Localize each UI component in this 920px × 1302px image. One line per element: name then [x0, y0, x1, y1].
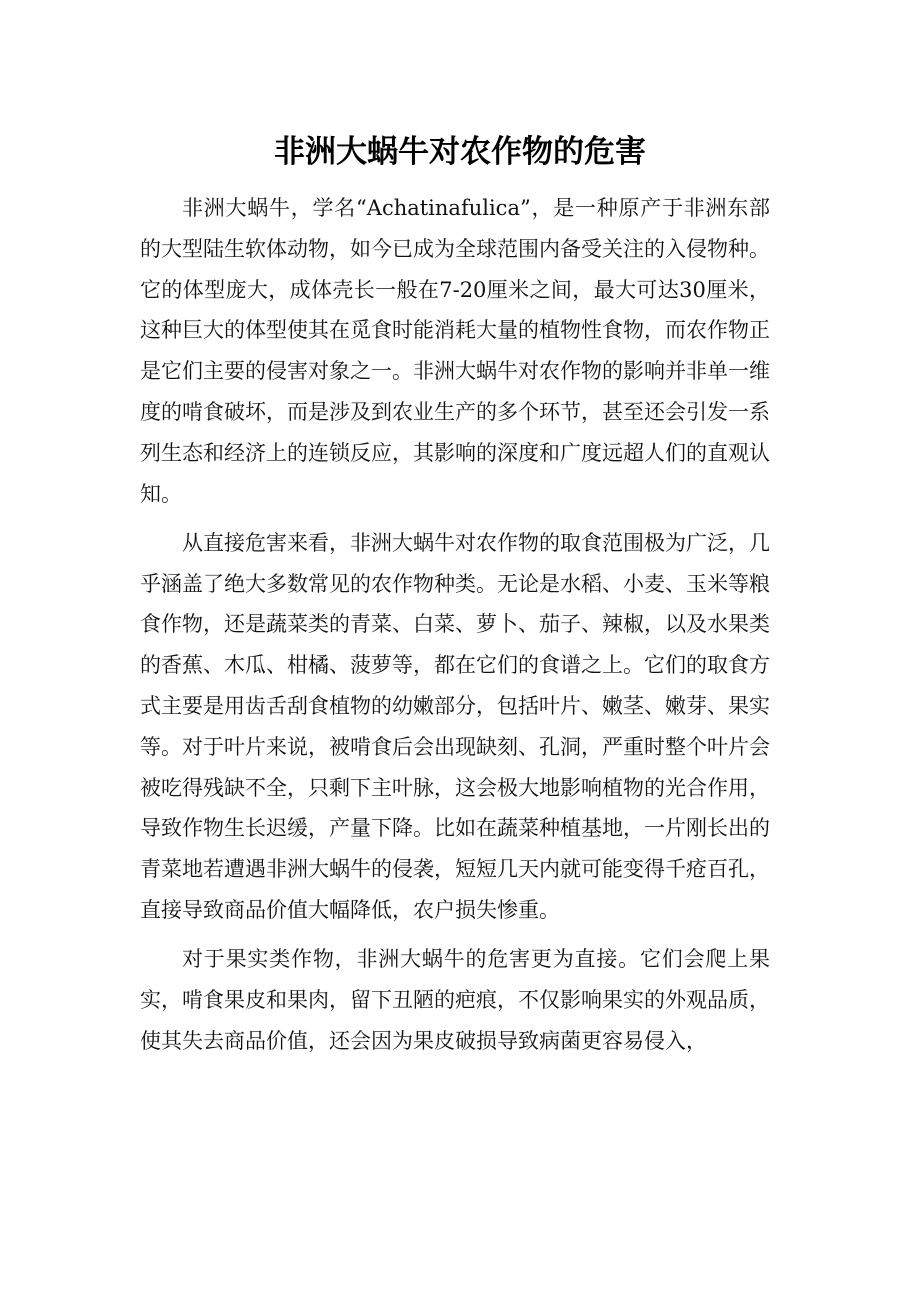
document-title: 非洲大蜗牛对农作物的危害 [274, 134, 646, 170]
document-body [140, 188, 770, 1070]
paragraph-1: 非洲大蜗牛，学名“Achatinafulica”，是一种原产于非洲东部的大型陆生软体动物，如今已成为全球范围内备受关注的入侵物种。它的体型庞大，成体壳长一般在7-20厘米之间，最大可达30厘米，这种巨大的体型使其在觅食时能消耗大量的植物性食物，而农作物正是它们主要的侵害对象之一。非洲大蜗牛对农作物的影响并非单一维度的啃食破坏，而是涉及到农业生产的多个环节，甚至还会引发一系列生态和经济上的连锁反应，其影响的深度和广度远超人们的直观认知。 [140, 196, 770, 506]
paragraph-2: 从直接危害来看，非洲大蜗牛对农作物的取食范围极为广泛，几乎涵盖了绝大多数常见的农作物种类。无论是水稻、小麦、玉米等粮食作物，还是蔬菜类的青菜、白菜、萝卜、茄子、辣椒，以及水果类的香蕉、木瓜、柑橘、菠萝等，都在它们的食谱之上。它们的取食方式主要是用齿舌刮食植物的幼嫩部分，包括叶片、嫩茎、嫩芽、果实等。对于叶片来说，被啃食后会出现缺刻、孔洞，严重时整个叶片会被吃得残缺不全，只剩下主叶脉，这会极大地影响植物的光合作用，导致作物生长迟缓，产量下降。比如在蔬菜种植基地，一片刚长出的青菜地若遭遇非洲大蜗牛的侵袭，短短几天内就可能变得千疮百孔，直接导致商品价值大幅降低，农户损失惨重。 [140, 530, 770, 922]
paragraph-3: 对于果实类作物，非洲大蜗牛的危害更为直接。它们会爬上果实，啃食果皮和果肉，留下丑陋的疤痕，不仅影响果实的外观品质，使其失去商品价值，还会因为果皮破损导致病菌更容易侵入， [140, 947, 770, 1053]
